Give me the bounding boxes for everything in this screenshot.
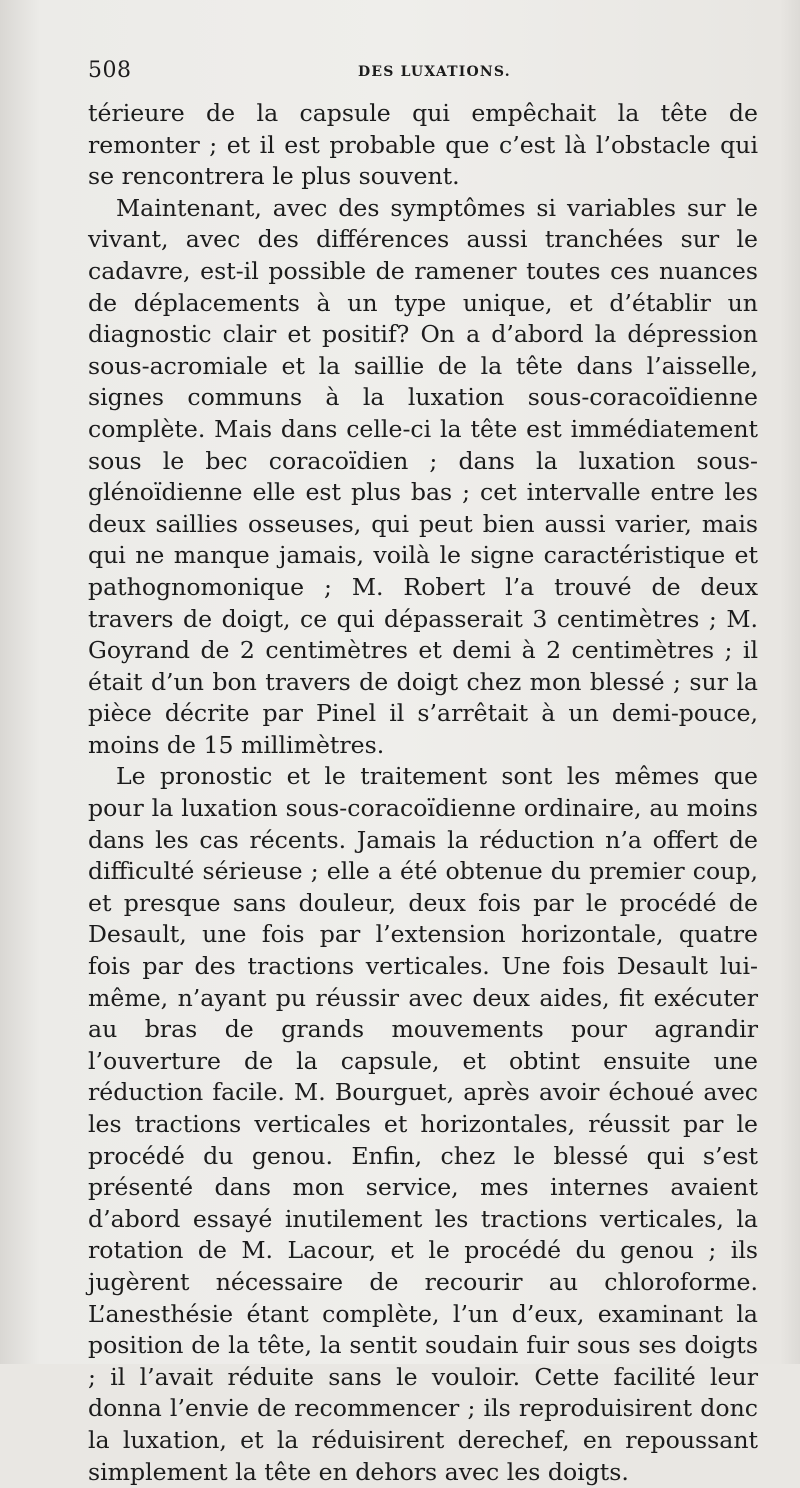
running-title: DES LUXATIONS. <box>358 64 511 80</box>
body-text <box>88 98 758 1488</box>
paragraph-prognosis-treatment: Le pronostic et le traitement sont les mêmes que pour la luxation sous-coracoïdienne ordinaire, au moins dans les cas récents. Jamais la réduction n’a offert de difficulté sérieuse ; elle a été obtenue du premier coup, et presque sans douleur, deux fois par le procédé de Desault, une fois par l’extension horizontale, quatre fois par des tractions verticales. Une fois Desault lui-même, n’ayant pu réussir avec deux aides, fit exécuter au bras de grands mouvements pour agrandir l’ouverture de la capsule, et obtint ensuite une réduction facile. M. Bourguet, après avoir échoué avec les tractions verticales et horizontales, réussit par le procédé du genou. Enfin, chez le blessé qui s’est présenté dans mon service, mes internes avaient d’abord essayé inutilement les tractions verticales, la rotation de M. Lacour, et le procédé du genou ; ils jugèrent nécessaire de recourir au chloroforme. L’anesthésie étant complète, l’un d’eux, examinant la position de la tête, la sentit soudain fuir sous ses doigts ; il l’avait réduite sans le vouloir. Cette facilité leur donna l’envie de recommencer ; ils reproduisirent donc la luxation, et la réduisirent derechef, en repoussant simplement la tête en dehors avec les doigts. <box>88 762 758 1486</box>
paragraph-diagnosis: Maintenant, avec des symptômes si variables sur le vivant, avec des différences aussi tranchées sur le cadavre, est-il possible de ramener toutes ces nuances de déplacements à un type unique, et d’établir un diagnostic clair et positif? On a d’abord la dépression sous-acromiale et la saillie de la tête dans l’aisselle, signes communs à la luxation sous-coracoïdienne complète. Mais dans celle-ci la tête est immédiatement sous le bec coracoïdien ; dans la luxation sous-glénoïdienne elle est plus bas ; cet intervalle entre les deux saillies osseuses, qui peut bien aussi varier, mais qui ne manque jamais, voilà le signe caractéristique et pathognomonique ; M. Robert l’a trouvé de deux travers de doigt, ce qui dépasserait 3 centimètres ; M. Goyrand de 2 centimètres et demi à 2 centimètres ; il était d’un bon travers de doigt chez mon blessé ; sur la pièce décrite par Pinel il s’arrêtait à un demi-pouce, moins de 15 millimètres. <box>88 193 758 759</box>
page-number: 508 <box>88 58 132 83</box>
paragraph-continuation: térieure de la capsule qui empêchait la tête de remonter ; et il est probable que c’est là l’obstacle qui se rencontrera le plus souvent. <box>88 99 758 191</box>
page-header <box>88 58 752 88</box>
